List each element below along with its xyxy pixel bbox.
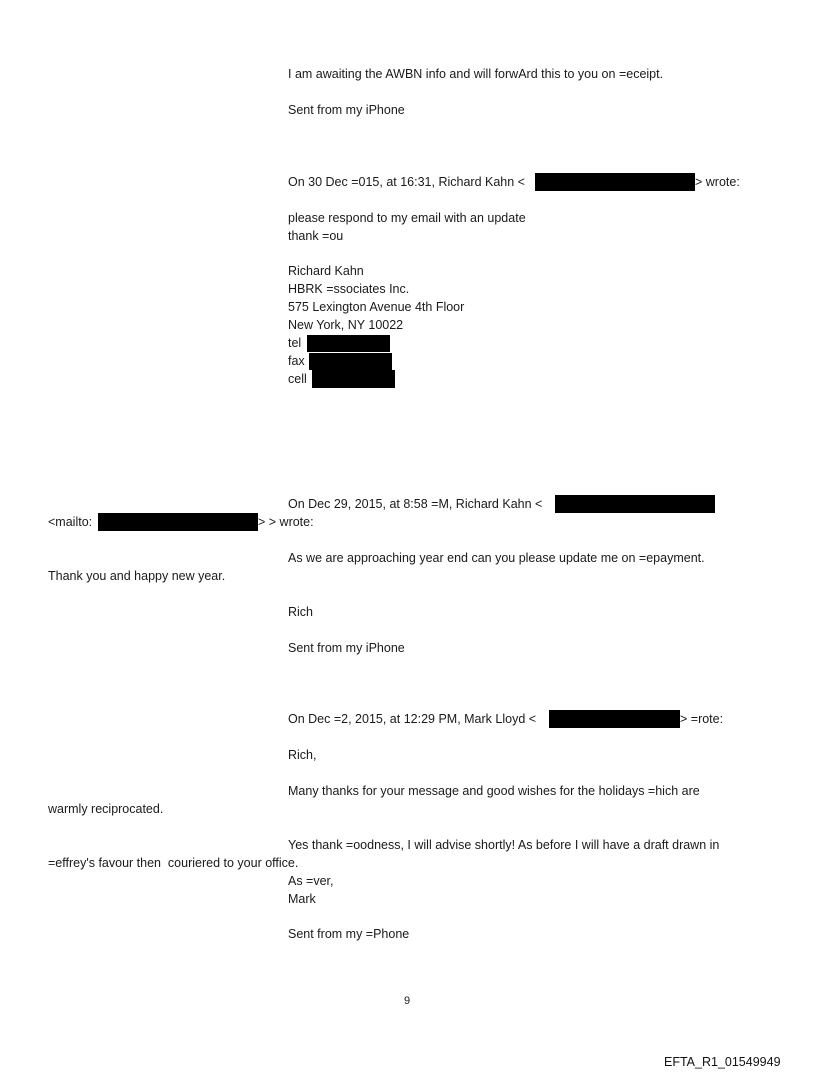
msg2-body-1: please respond to my email with an update bbox=[288, 211, 526, 225]
msg3-body-a: As we are approaching year end can you please update me on =epayment. bbox=[288, 551, 705, 565]
sig-address-1: 575 Lexington Avenue 4th Floor bbox=[288, 300, 465, 314]
redaction-fax bbox=[309, 353, 392, 370]
redaction-email-3 bbox=[549, 710, 680, 728]
sent-from-phone-3: Sent from my =Phone bbox=[288, 927, 410, 941]
msg4-closing-1: As =ver, bbox=[288, 874, 334, 888]
msg4-header: On Dec =2, 2015, at 12:29 PM, Mark Lloyd < bbox=[288, 712, 537, 726]
msg3-mailto-label: <mailto: bbox=[48, 515, 93, 529]
sig-address-2: New York, NY 10022 bbox=[288, 318, 404, 332]
msg4-para1-b: warmly reciprocated. bbox=[48, 802, 164, 816]
msg4-para1-a: Many thanks for your message and good wishes for the holidays =hich are bbox=[288, 784, 700, 798]
msg4-greeting: Rich, bbox=[288, 748, 317, 762]
sent-from-iphone-2: Sent from my iPhone bbox=[288, 641, 405, 655]
redaction-cell bbox=[312, 370, 395, 388]
page-number: 9 bbox=[404, 995, 411, 1007]
msg2-header-wrote: > wrote: bbox=[695, 175, 740, 189]
msg2-body-2: thank =ou bbox=[288, 229, 344, 243]
msg4-para2-b: =effrey's favour then couriered to your office. bbox=[48, 856, 299, 870]
msg3-header: On Dec 29, 2015, at 8:58 =M, Richard Kahn < bbox=[288, 497, 543, 511]
redaction-email-1 bbox=[535, 173, 695, 191]
sig-company: HBRK =ssociates Inc. bbox=[288, 282, 410, 296]
redaction-tel bbox=[307, 335, 390, 352]
sent-from-iphone-1: Sent from my iPhone bbox=[288, 103, 405, 117]
msg4-closing-2: Mark bbox=[288, 892, 316, 906]
msg4-para2-a: Yes thank =oodness, I will advise shortly! As before I will have a draft drawn in bbox=[288, 838, 720, 852]
msg3-sign: Rich bbox=[288, 605, 314, 619]
sig-cell-label: cell bbox=[288, 372, 307, 386]
msg2-header: On 30 Dec =015, at 16:31, Richard Kahn < bbox=[288, 175, 525, 189]
sig-fax-label: fax bbox=[288, 354, 305, 368]
document-id: EFTA_R1_01549949 bbox=[664, 1055, 781, 1069]
redaction-email-2 bbox=[555, 495, 715, 513]
awaiting-awbn-line: I am awaiting the AWBN info and will forwArd this to you on =eceipt. bbox=[288, 67, 664, 81]
msg3-wrote: > > wrote: bbox=[258, 515, 314, 529]
sig-tel-label: tel bbox=[288, 336, 302, 350]
msg3-body-b: Thank you and happy new year. bbox=[48, 569, 226, 583]
sig-name: Richard Kahn bbox=[288, 264, 364, 278]
msg4-header-rote: > =rote: bbox=[680, 712, 724, 726]
redaction-mailto bbox=[98, 513, 258, 531]
